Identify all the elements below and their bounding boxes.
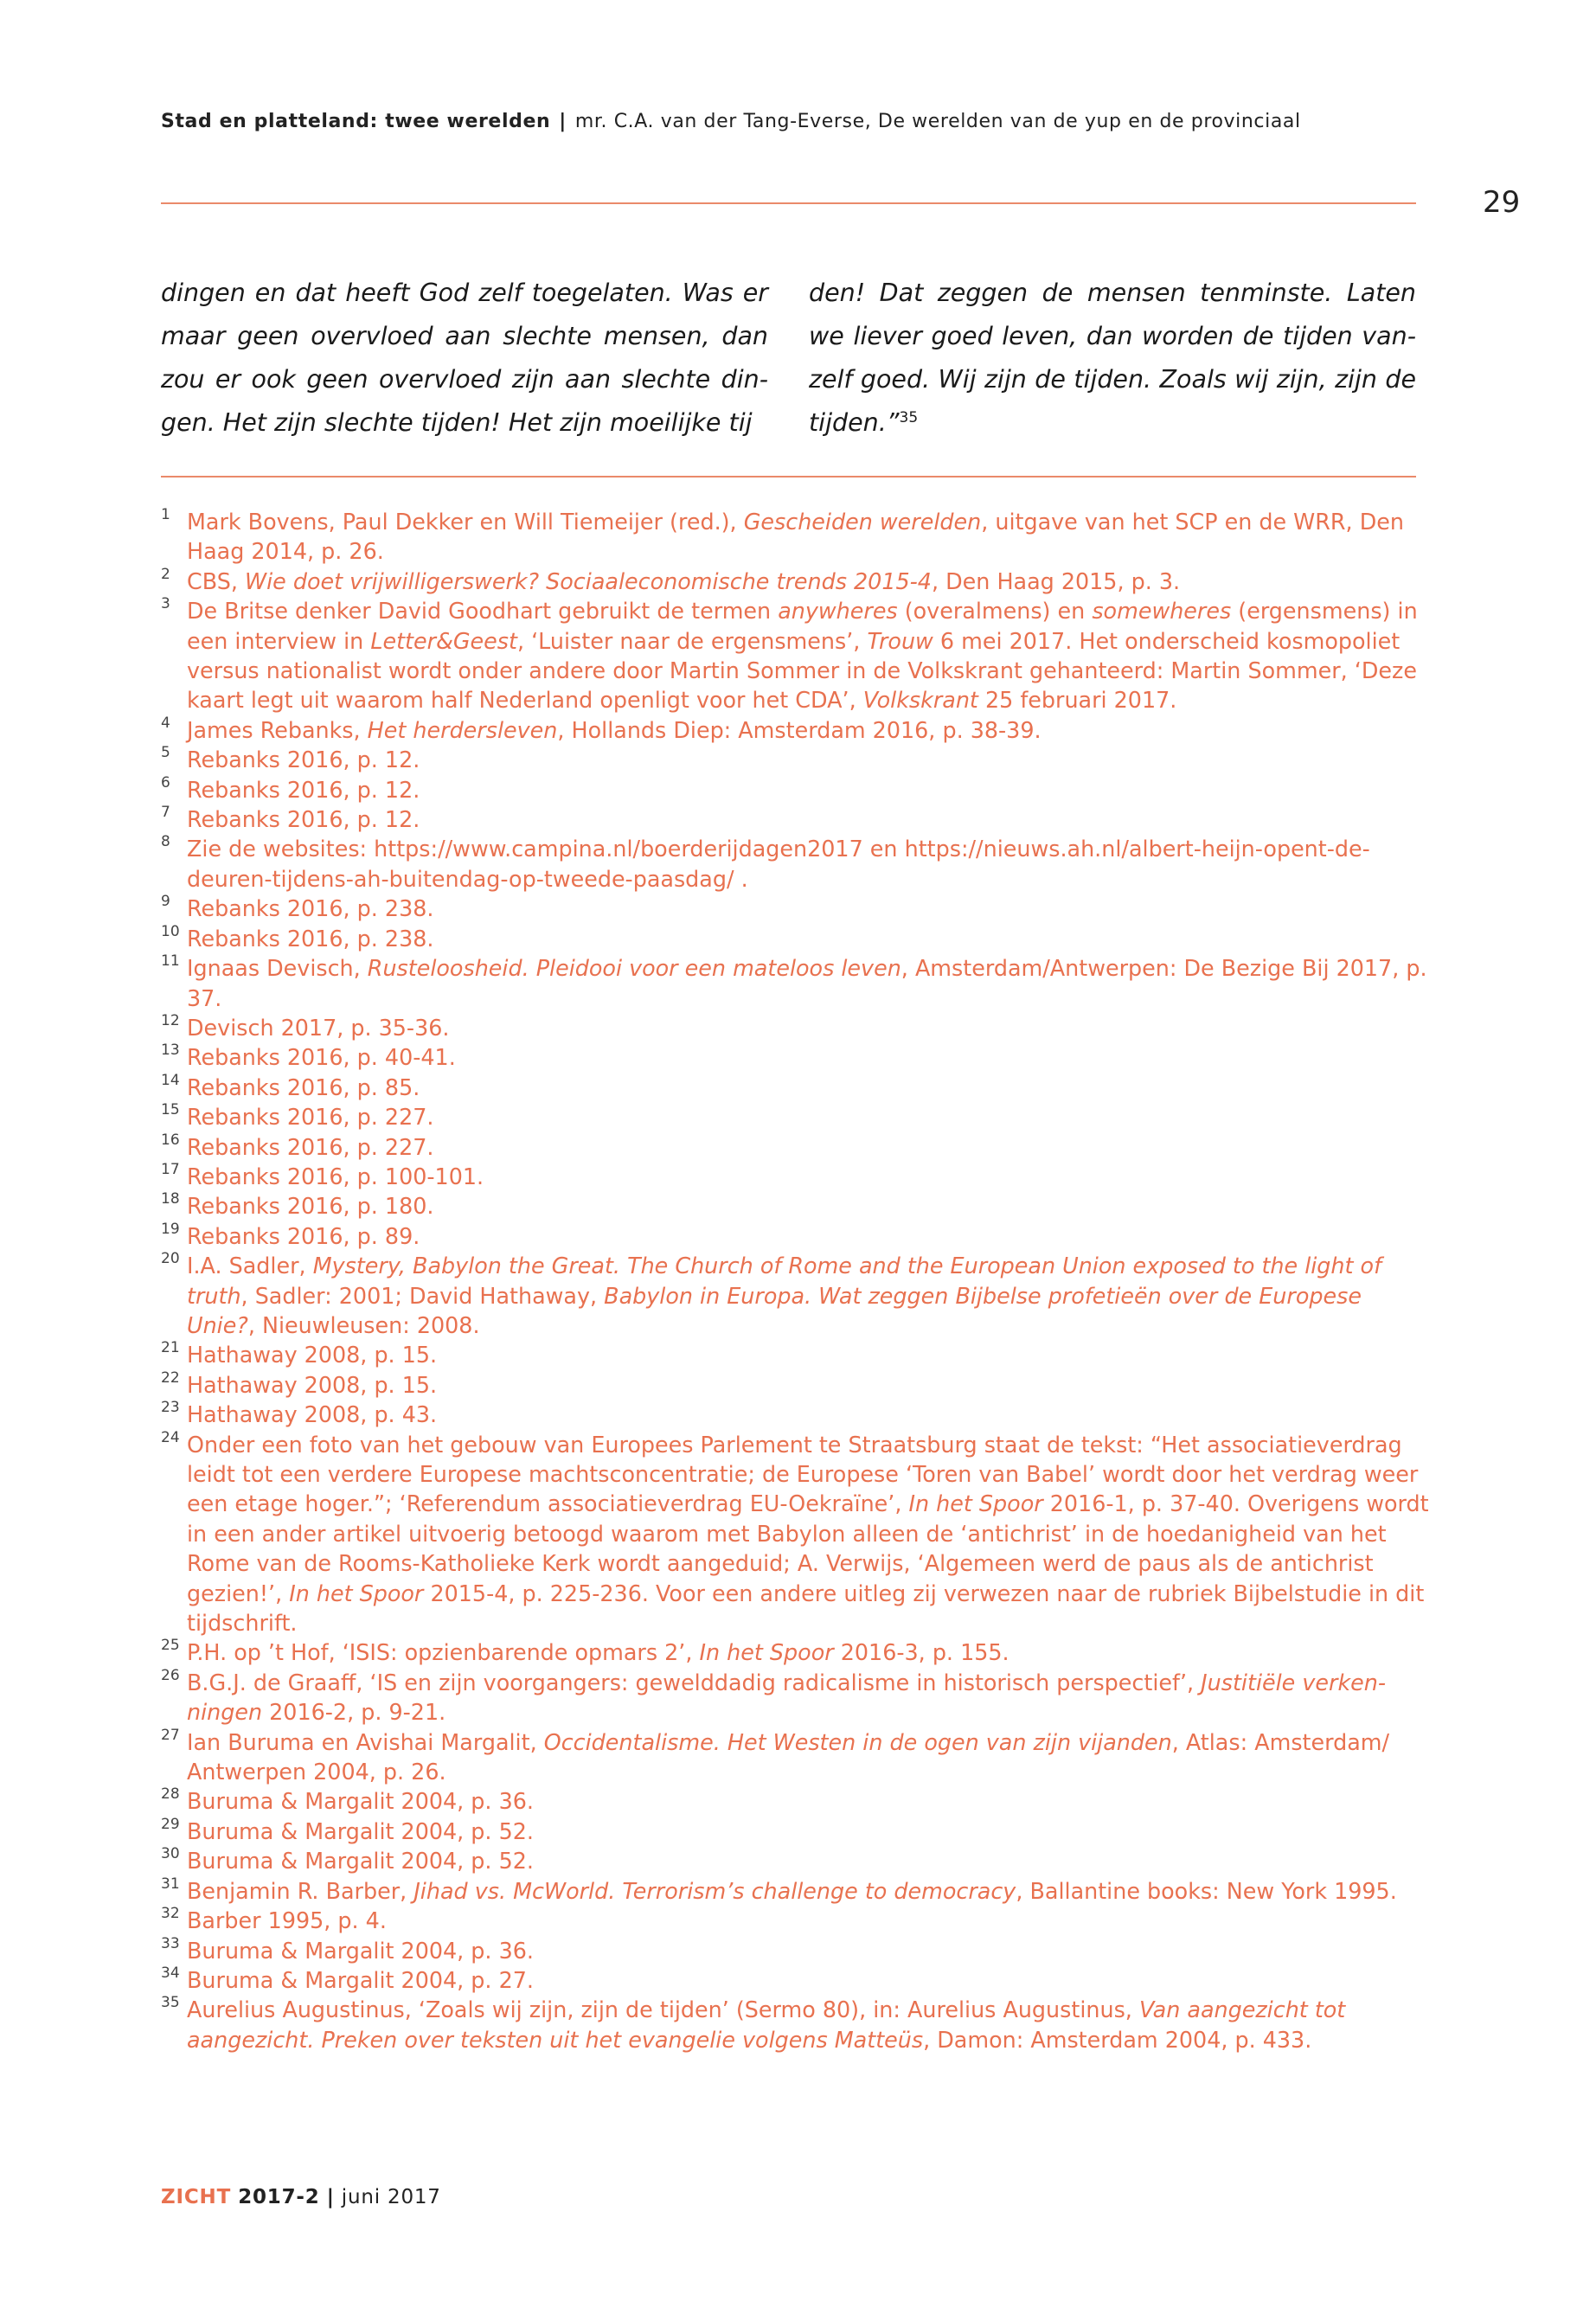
footnote-item	[161, 1162, 1433, 1191]
footnote-text	[187, 1938, 534, 1964]
footnote-segment: I.A. Sadler,	[187, 1253, 313, 1279]
footnote-segment: (ergensmens) in een interview in	[187, 598, 1418, 654]
footnote-segment: Hathaway 2008, p. 15.	[187, 1371, 438, 1398]
footnote-item	[161, 1817, 1433, 1846]
footnote-number: 33	[161, 1934, 180, 1952]
footnote-text	[187, 509, 1404, 564]
footnote-segment: , Atlas: Amsterdam/ Antwerpen 2004, p. 26.	[187, 1728, 1390, 1785]
footnote-number: 4	[161, 714, 170, 732]
footnote-item	[161, 507, 1433, 567]
footnote-title: Letter&Geest	[370, 627, 517, 654]
footnote-text	[187, 1044, 456, 1070]
footnote-title: Justitiële verkenningen	[187, 1669, 1387, 1726]
footnote-segment: Onder een foto van het gebouw van Europees Parlement te Straatsburg staat de tekst: “Het associatieverdrag leidt tot een verdere Europese machtsconcentratie; de Europese ‘Toren van Babel’ wordt door het verdrag weer een etage hoger.”; ‘Referendum associatieverdrag EU-Oekraïne’,	[187, 1431, 1419, 1517]
footnote-title: Gescheiden werelden	[743, 509, 982, 535]
footnote-number: 5	[161, 744, 170, 762]
footnote-number: 29	[161, 1815, 180, 1833]
footnote-item	[161, 1221, 1433, 1251]
body-column-right	[809, 272, 1416, 445]
footnote-item	[161, 1340, 1433, 1369]
footnote-segment: , uitgave van het SCP en de WRR, Den Haag 2014, p. 26.	[187, 509, 1404, 565]
footnote-item	[161, 1430, 1433, 1638]
footnote-item	[161, 745, 1433, 774]
footnote-title: Rusteloosheid. Pleidooi voor een mateloos leven	[367, 955, 901, 982]
footnote-item	[161, 567, 1433, 596]
footnote-number: 27	[161, 1726, 180, 1744]
footnote-number: 31	[161, 1875, 180, 1893]
footnote-item	[161, 894, 1433, 923]
footnote-segment: Rebanks 2016, p. 12.	[187, 747, 420, 773]
header-separator: |	[559, 111, 567, 132]
footer-date: juni 2017	[341, 2186, 441, 2208]
footnote-segment: , Amsterdam/Antwerpen: De Bezige Bij 2017, p. 37.	[187, 955, 1427, 1011]
footnote-text	[187, 1163, 484, 1189]
header-rule	[161, 202, 1416, 204]
running-header	[161, 111, 1301, 132]
footnote-number: 21	[161, 1339, 180, 1357]
footnote-number: 34	[161, 1964, 180, 1982]
footnote-text	[187, 926, 433, 952]
footnote-text	[187, 1639, 1010, 1665]
footnote-number: 16	[161, 1131, 180, 1149]
footnote-segment: Buruma & Margalit 2004, p. 27.	[187, 1966, 534, 1993]
footnote-segment: Rebanks 2016, p. 100-101.	[187, 1163, 484, 1189]
footnote-number: 1	[161, 506, 170, 523]
header-section-title: Stad en platteland: twee werelden	[161, 111, 551, 132]
footnote-text	[187, 1907, 387, 1933]
footnote-item	[161, 775, 1433, 804]
footnote-segment: 25 februari 2017.	[977, 687, 1177, 714]
footnote-text	[187, 1015, 449, 1041]
footnote-text	[187, 1342, 437, 1368]
footnote-segment: Benjamin R. Barber,	[187, 1877, 414, 1904]
footnote-item	[161, 1936, 1433, 1965]
footnote-number: 12	[161, 1011, 180, 1029]
footnote-segment: James Rebanks,	[187, 716, 368, 743]
footnote-segment: Buruma & Margalit 2004, p. 52.	[187, 1848, 534, 1875]
footnote-text	[187, 1134, 433, 1160]
footnote-item	[161, 1132, 1433, 1162]
footnote-segment: Buruma & Margalit 2004, p. 36.	[187, 1937, 534, 1964]
footnote-item	[161, 1370, 1433, 1400]
footnote-text	[187, 1432, 1429, 1636]
footnote-segment: , Nieuwleusen: 2008.	[247, 1311, 480, 1338]
footnote-number: 9	[161, 893, 170, 911]
footnote-number: 6	[161, 773, 170, 792]
footnote-title: Occidentalisme. Het Westen in de ogen van zijn vijanden	[543, 1728, 1172, 1755]
footnote-title: In het Spoor	[289, 1580, 424, 1606]
footnote-text	[187, 777, 420, 803]
footnote-item	[161, 1013, 1433, 1042]
footnote-title: Trouw	[867, 627, 933, 654]
footnote-number: 17	[161, 1160, 180, 1178]
footnote-segment: Buruma & Margalit 2004, p. 52.	[187, 1817, 534, 1844]
footnote-segment: Aurelius Augustinus, ‘Zoals wij zijn, zijn de tijden’ (Sermo 80), in: Aurelius Augustinus,	[187, 1997, 1139, 2023]
footnote-segment: P.H. op ’t Hof, ‘ISIS: opzienbarende opmars 2’,	[187, 1639, 700, 1666]
footnote-segment: Barber 1995, p. 4.	[187, 1907, 387, 1934]
footnote-segment: De Britse denker David Goodhart gebruikt de termen	[187, 598, 779, 625]
footnote-item	[161, 596, 1433, 715]
footnote-reference: 35	[899, 409, 919, 426]
footnote-number: 20	[161, 1250, 180, 1268]
footnote-text	[187, 1670, 1386, 1725]
footnote-text	[187, 568, 1180, 594]
footnote-item	[161, 1906, 1433, 1935]
footnote-item	[161, 953, 1433, 1013]
footnote-segment: Rebanks 2016, p. 180.	[187, 1193, 434, 1220]
footnote-segment: 6 mei 2017. Het onderscheid kosmopoliet versus nationalist wordt onder andere door Martin Sommer in de Volkskrant gehanteerd: Martin Sommer, ‘Deze kaart legt uit waarom half Nederland openligt voor het CDA’,	[187, 627, 1417, 714]
footnote-number: 22	[161, 1368, 180, 1387]
body-column-left	[161, 272, 768, 445]
footnote-text	[187, 1967, 534, 1993]
footnote-title: In het Spoor	[699, 1639, 834, 1666]
body-text-left: dingen en dat heeft God zelf toegelaten. Was er maar geen overvloed aan slechte mensen, dan zou er ook geen overvloed zijn aan slechte dingen. Het zijn slechte tijden! Het zijn moeilijke tij	[161, 279, 768, 437]
footnote-number: 14	[161, 1071, 180, 1089]
footnote-text	[187, 1788, 534, 1814]
footnote-item	[161, 1400, 1433, 1429]
footnote-item	[161, 834, 1433, 894]
footnote-title: anywheres	[778, 598, 898, 625]
footnote-segment: Rebanks 2016, p. 227.	[187, 1104, 434, 1131]
footnote-text	[187, 1104, 433, 1130]
footnote-title: Wie doet vrijwilligerswerk? Sociaaleconomische trends 2015-4	[244, 567, 932, 594]
footnote-number: 8	[161, 833, 170, 851]
footnote-title: Het herdersleven	[367, 716, 558, 743]
footnote-segment: Ian Buruma en Avishai Margalit,	[187, 1728, 544, 1755]
footnote-number: 18	[161, 1190, 180, 1208]
footnote-item	[161, 1042, 1433, 1072]
footnote-segment: Rebanks 2016, p. 227.	[187, 1133, 434, 1160]
footnote-text	[187, 955, 1427, 1010]
footnote-item	[161, 1638, 1433, 1667]
footnote-number: 23	[161, 1399, 180, 1417]
footnote-number: 19	[161, 1220, 180, 1238]
footnote-segment: Rebanks 2016, p. 89.	[187, 1222, 420, 1249]
footnote-item	[161, 1668, 1433, 1727]
footnote-segment: , ‘Luister naar de ergensmens’,	[516, 627, 868, 654]
footnote-text	[187, 1074, 420, 1100]
running-footer	[161, 2186, 441, 2208]
footnote-text	[187, 895, 433, 921]
footnote-text	[187, 1193, 433, 1219]
footnote-segment: Hathaway 2008, p. 15.	[187, 1342, 438, 1368]
footnote-title: Babylon in Europa. Wat zeggen Bijbelse profetieën over de Europese Unie?	[187, 1282, 1362, 1338]
footnote-segment: Zie de websites: https://www.campina.nl/boerderijdagen2017 en https://nieuws.ah.nl/albert-heijn-opent-de-deuren-tijdens-ah-buitendag-op-tweede-paasdag/ .	[187, 836, 1370, 892]
footnote-item	[161, 1965, 1433, 1995]
page-number: 29	[1483, 185, 1521, 220]
footnote-item	[161, 1786, 1433, 1816]
footnote-item	[161, 1102, 1433, 1131]
footnote-number: 26	[161, 1666, 180, 1684]
footnote-title: Jihad vs. McWorld. Terrorism’s challenge to democracy	[413, 1877, 1016, 1904]
footnote-number: 2	[161, 565, 170, 583]
header-article-title: mr. C.A. van der Tang-Everse, De werelden van de yup en de provinciaal	[574, 111, 1301, 132]
footnote-text	[187, 598, 1418, 713]
footnote-item	[161, 924, 1433, 953]
footnote-segment: Buruma & Margalit 2004, p. 36.	[187, 1788, 534, 1815]
footnote-number: 25	[161, 1637, 180, 1655]
footnote-number: 28	[161, 1785, 180, 1804]
footnote-rule	[161, 476, 1416, 478]
footnote-text	[187, 1818, 534, 1844]
footnote-segment: Devisch 2017, p. 35-36.	[187, 1014, 450, 1041]
footnote-segment: Hathaway 2008, p. 43.	[187, 1401, 438, 1428]
footnote-segment: 2016-3, p. 155.	[833, 1639, 1010, 1666]
footnote-segment: 2016-2, p. 9-21.	[262, 1699, 446, 1726]
footnote-item	[161, 1191, 1433, 1221]
footnote-segment: CBS,	[187, 567, 245, 594]
footnote-segment: Rebanks 2016, p. 85.	[187, 1074, 420, 1100]
footnote-segment: Mark Bovens, Paul Dekker en Will Tiemeijer (red.),	[187, 509, 744, 535]
footnote-title: somewheres	[1092, 598, 1232, 625]
footnote-text	[187, 836, 1370, 891]
footnote-item	[161, 804, 1433, 834]
footnote-text	[187, 1997, 1345, 2052]
footnote-number: 30	[161, 1845, 180, 1863]
footnote-text	[187, 717, 1042, 743]
footnote-item	[161, 1995, 1433, 2054]
footer-brand: ZICHT	[161, 2186, 232, 2208]
footer-separator: |	[326, 2186, 335, 2208]
footnote-number: 15	[161, 1101, 180, 1119]
footnote-item	[161, 1073, 1433, 1102]
footnote-number: 7	[161, 804, 170, 822]
footnote-segment: , Den Haag 2015, p. 3.	[931, 567, 1181, 594]
footnote-title: In het Spoor	[908, 1490, 1043, 1517]
body-text-right: den! Dat zeggen de mensen tenminste. Laten we liever goed leven, dan worden de tijden vanzelf goed. Wij zijn de tijden. Zoals wij zijn, zijn de tijden.”	[809, 279, 1416, 437]
footnote-number: 32	[161, 1905, 180, 1923]
footnote-segment: Rebanks 2016, p. 12.	[187, 776, 420, 803]
footnote-segment: , Ballantine books: New York 1995.	[1016, 1877, 1397, 1904]
footnote-segment: Ignaas Devisch,	[187, 955, 368, 982]
footnote-title: Volkskrant	[862, 687, 978, 714]
footnote-text	[187, 1223, 420, 1249]
footnote-segment: 2016-1, p. 37-40. Overigens wordt in een ander artikel uitvoerig betoogd waarom met Babylon alleen de ‘antichrist’ in de hoedanigheid van het Rome van de Rooms-Katholieke Kerk wordt aangeduid; A. Verwijs, ‘Algemeen werd de paus als de antichrist gezien!’,	[187, 1490, 1429, 1606]
footnote-text	[187, 1372, 437, 1398]
footnote-title: Van aangezicht tot aangezicht. Preken over teksten uit het evangelie volgens Matteüs	[187, 1997, 1346, 2053]
footnote-text	[187, 747, 420, 772]
footnote-number: 13	[161, 1042, 180, 1060]
footnote-segment: , Sadler: 2001; David Hathaway,	[240, 1282, 605, 1309]
footnote-segment: Rebanks 2016, p. 238.	[187, 895, 434, 922]
footnote-segment: Rebanks 2016, p. 12.	[187, 806, 420, 833]
footnote-segment: (overalmens) en	[897, 598, 1093, 625]
footnote-number: 3	[161, 595, 170, 613]
footnote-number: 11	[161, 952, 180, 971]
footnote-segment: , Hollands Diep: Amsterdam 2016, p. 38-39.	[557, 716, 1042, 743]
footnote-segment: B.G.J. de Graaff, ‘IS en zijn voorgangers: gewelddadig radicalisme in historisch perspectief’,	[187, 1669, 1202, 1695]
footnote-item	[161, 715, 1433, 745]
footnote-text	[187, 1253, 1381, 1338]
footnote-number: 35	[161, 1994, 180, 2012]
footnote-text	[187, 1848, 534, 1874]
footnote-segment: Rebanks 2016, p. 40-41.	[187, 1044, 456, 1071]
footnote-item	[161, 1727, 1433, 1787]
footnote-text	[187, 806, 420, 832]
footnote-item	[161, 1846, 1433, 1875]
footnote-number: 24	[161, 1428, 180, 1446]
footnote-segment: , Damon: Amsterdam 2004, p. 433.	[923, 2026, 1312, 2053]
footnote-number: 10	[161, 922, 180, 940]
footnote-text	[187, 1878, 1397, 1904]
footnote-segment: Rebanks 2016, p. 238.	[187, 925, 434, 952]
footnote-text	[187, 1401, 437, 1427]
footer-issue: 2017-2	[238, 2186, 320, 2208]
footnote-list	[161, 507, 1433, 2054]
footnote-item	[161, 1251, 1433, 1340]
footnote-title: Mystery, Babylon the Great. The Church of Rome and the European Union exposed to the light of truth	[187, 1253, 1382, 1309]
footnote-segment: 2015-4, p. 225-236. Voor een andere uitleg zij verwezen naar de rubriek Bijbelstudie in dit tijdschrift.	[187, 1580, 1425, 1637]
footnote-item	[161, 1876, 1433, 1906]
footnote-text	[187, 1729, 1389, 1785]
